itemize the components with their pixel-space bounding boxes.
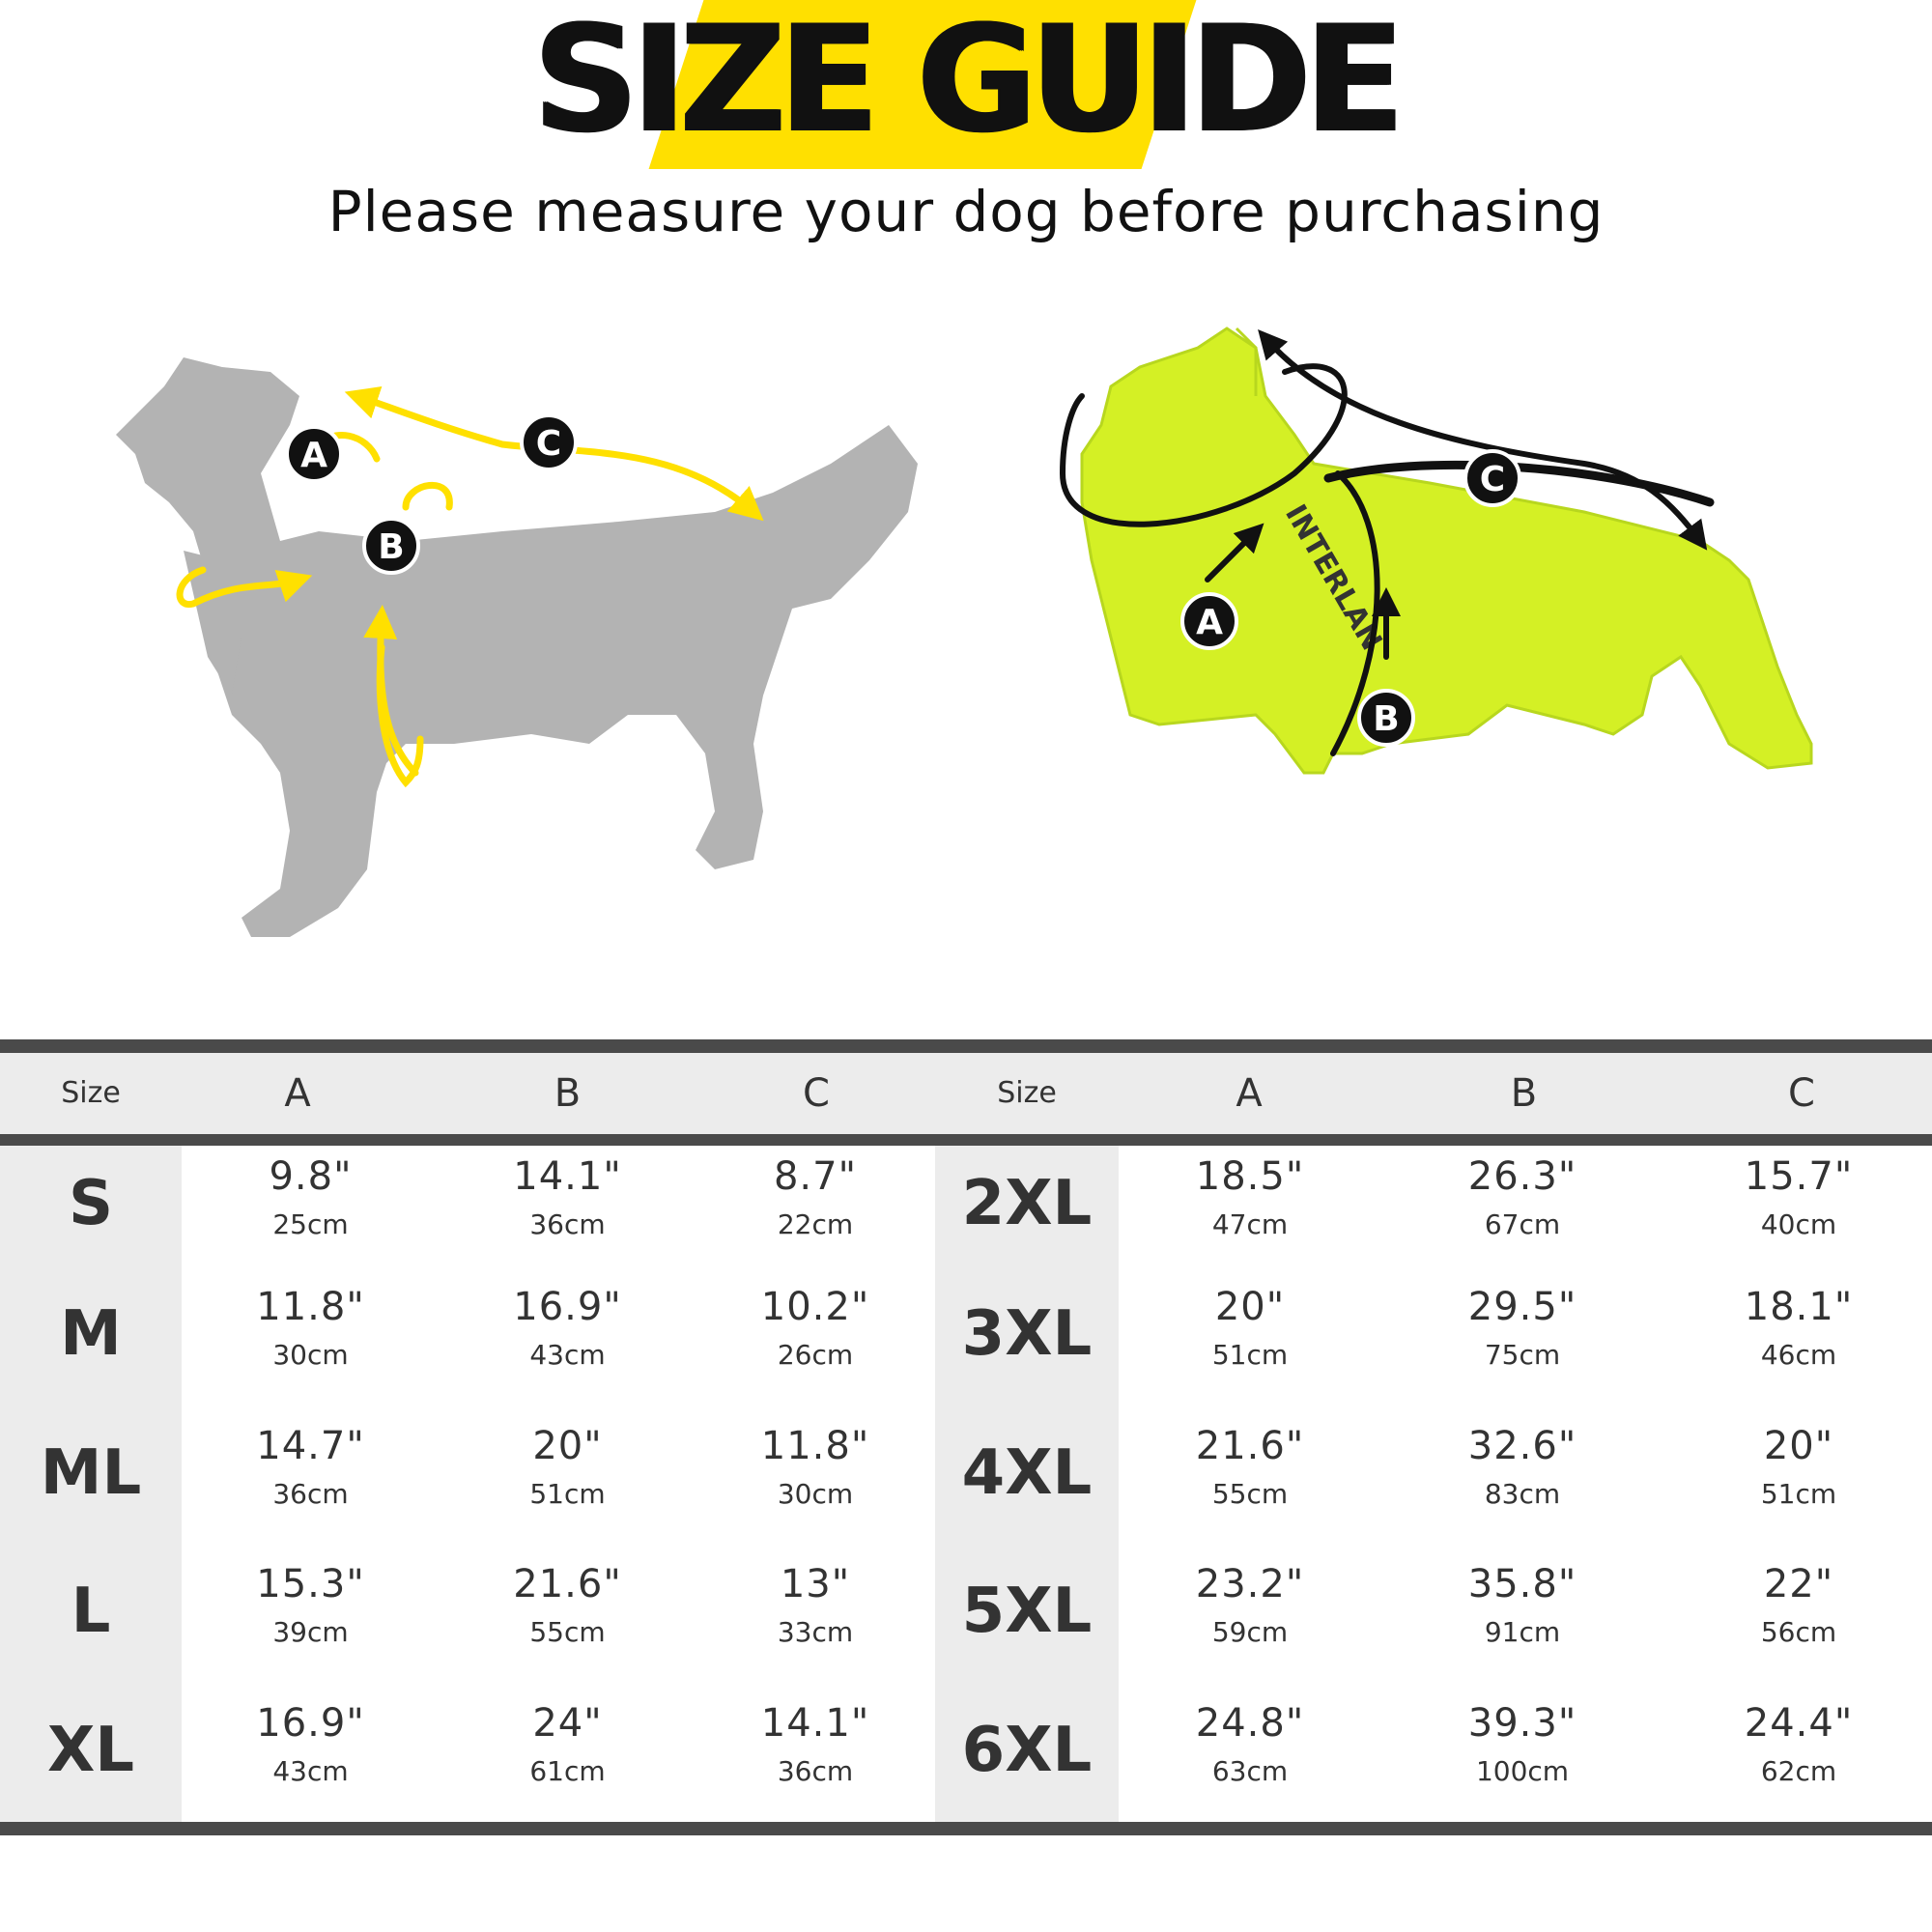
value-centimeters: 36cm [529,1208,606,1240]
table-cell-b [441,1146,694,1264]
value-centimeters: 62cm [1760,1754,1837,1787]
value-inches: 26.3" [1467,1154,1577,1199]
page-subtitle: Please measure your dog before purchasing [327,179,1605,244]
dog-coat-illustration [1082,328,1811,773]
size-label: 5XL [961,1576,1093,1647]
size-label: S [68,1168,114,1239]
table-cell-c [697,1406,933,1541]
marker-b-left [364,519,418,573]
value-inches: 24.8" [1195,1700,1305,1746]
value-centimeters: 51cm [529,1477,606,1510]
measurement-illustration [0,290,1932,995]
table-cell-c [1665,1684,1932,1818]
value-inches: 24" [532,1700,603,1746]
marker-a-right [1182,594,1236,648]
value-inches: 15.7" [1744,1154,1854,1199]
value-centimeters: 56cm [1760,1616,1837,1648]
table-cell-c [1665,1545,1932,1680]
value-inches: 18.5" [1195,1154,1305,1199]
marker-a-label: A [1196,603,1223,642]
value-inches: 11.8" [256,1285,365,1329]
value-centimeters: 55cm [1211,1477,1289,1510]
value-centimeters: 36cm [272,1477,349,1510]
value-inches: 21.6" [513,1562,622,1606]
header-b-left: B [554,1071,582,1116]
value-centimeters: 46cm [1760,1339,1837,1371]
table-cell-b [1381,1406,1663,1541]
table-cell-a [184,1545,438,1680]
table-cell-c [697,1146,933,1264]
size-label: XL [46,1714,135,1786]
table-header [0,1053,1932,1134]
value-inches: 32.6" [1467,1423,1577,1468]
table-bottom-rule [0,1822,1932,1835]
value-inches: 23.2" [1195,1562,1305,1606]
value-inches: 20" [1214,1285,1286,1329]
value-centimeters: 30cm [777,1477,854,1510]
header-size-right: Size [997,1076,1057,1110]
table-cell-b [1381,1146,1663,1264]
coat-brand-text: INTERLAN [1278,498,1389,657]
value-inches: 10.2" [760,1285,870,1329]
table-cell-a [1121,1406,1379,1541]
value-inches: 13" [780,1562,851,1606]
value-centimeters: 26cm [777,1339,854,1371]
table-cell-c [1665,1267,1932,1403]
value-inches: 29.5" [1467,1285,1577,1329]
marker-c-left [522,415,576,469]
size-label: 4XL [961,1436,1093,1509]
value-centimeters: 36cm [777,1754,854,1787]
table-cell-b [1381,1267,1663,1403]
value-inches: 35.8" [1467,1562,1577,1606]
marker-c-label: C [535,424,562,464]
value-centimeters: 83cm [1484,1477,1561,1510]
size-label: L [71,1576,111,1647]
value-inches: 22" [1763,1562,1834,1606]
value-centimeters: 25cm [272,1208,349,1240]
value-centimeters: 51cm [1211,1339,1289,1371]
value-centimeters: 39cm [272,1616,349,1648]
table-cell-c [697,1267,933,1403]
header-a-left: A [284,1071,311,1116]
value-centimeters: 43cm [272,1754,349,1787]
value-inches: 20" [532,1423,603,1468]
value-inches: 21.6" [1195,1423,1305,1468]
value-inches: 8.7" [773,1154,857,1199]
table-cell-b [1381,1684,1663,1818]
table-cell-c [697,1684,933,1818]
value-inches: 15.3" [256,1562,365,1606]
page-title: SIZE GUIDE [533,0,1399,166]
table-cell-b [441,1267,694,1403]
title-area [0,0,1932,174]
value-centimeters: 40cm [1760,1208,1837,1240]
value-inches: 20" [1763,1423,1834,1468]
value-inches: 39.3" [1467,1700,1577,1746]
table-top-rule [0,1039,1932,1053]
value-centimeters: 59cm [1211,1616,1289,1648]
value-inches: 16.9" [256,1700,365,1746]
header-a-right: A [1236,1071,1263,1116]
value-centimeters: 47cm [1211,1208,1289,1240]
table-cell-a [1121,1146,1379,1264]
value-centimeters: 100cm [1475,1754,1570,1787]
value-centimeters: 33cm [777,1616,854,1648]
size-label: 6XL [961,1714,1093,1786]
size-label: 2XL [961,1168,1093,1239]
value-centimeters: 55cm [529,1616,606,1648]
value-centimeters: 67cm [1484,1208,1561,1240]
value-inches: 9.8" [269,1154,353,1199]
table-cell-a [1121,1684,1379,1818]
header-b-right: B [1510,1071,1538,1116]
value-centimeters: 43cm [529,1339,606,1371]
table-header-rule [0,1134,1932,1146]
size-label: ML [40,1436,142,1509]
marker-b-right [1359,691,1413,745]
table-cell-c [1665,1146,1932,1264]
value-inches: 24.4" [1744,1700,1854,1746]
value-centimeters: 51cm [1760,1477,1837,1510]
value-centimeters: 22cm [777,1208,854,1240]
size-table [0,1039,1932,1835]
header-size-left: Size [61,1076,121,1110]
table-cell-b [1381,1545,1663,1680]
table-cell-a [184,1406,438,1541]
header-c-right: C [1788,1071,1815,1116]
value-centimeters: 75cm [1484,1339,1561,1371]
table-cell-a [1121,1545,1379,1680]
value-inches: 14.7" [256,1423,365,1468]
table-cell-a [184,1146,438,1264]
value-centimeters: 30cm [272,1339,349,1371]
value-centimeters: 91cm [1484,1616,1561,1648]
table-cell-c [697,1545,933,1680]
marker-a-label: A [300,436,327,475]
marker-c-right [1465,451,1520,505]
marker-a-left [287,427,341,481]
value-centimeters: 61cm [529,1754,606,1787]
measurement-diagram [0,290,1932,995]
table-cell-a [184,1267,438,1403]
header-c-left: C [803,1071,830,1116]
marker-b-label: B [1373,699,1400,739]
size-label: M [60,1298,122,1370]
value-inches: 16.9" [513,1285,622,1329]
table-cell-b [441,1545,694,1680]
table-cell-b [441,1684,694,1818]
table-cell-c [1665,1406,1932,1541]
value-inches: 14.1" [513,1154,622,1199]
value-inches: 14.1" [760,1700,870,1746]
value-inches: 11.8" [760,1423,870,1468]
table-cell-a [1121,1267,1379,1403]
table-cell-a [184,1684,438,1818]
table-cell-b [441,1406,694,1541]
value-centimeters: 63cm [1211,1754,1289,1787]
marker-c-label: C [1479,460,1506,499]
size-label: 3XL [961,1298,1093,1370]
value-inches: 18.1" [1744,1285,1854,1329]
marker-b-label: B [378,527,405,567]
